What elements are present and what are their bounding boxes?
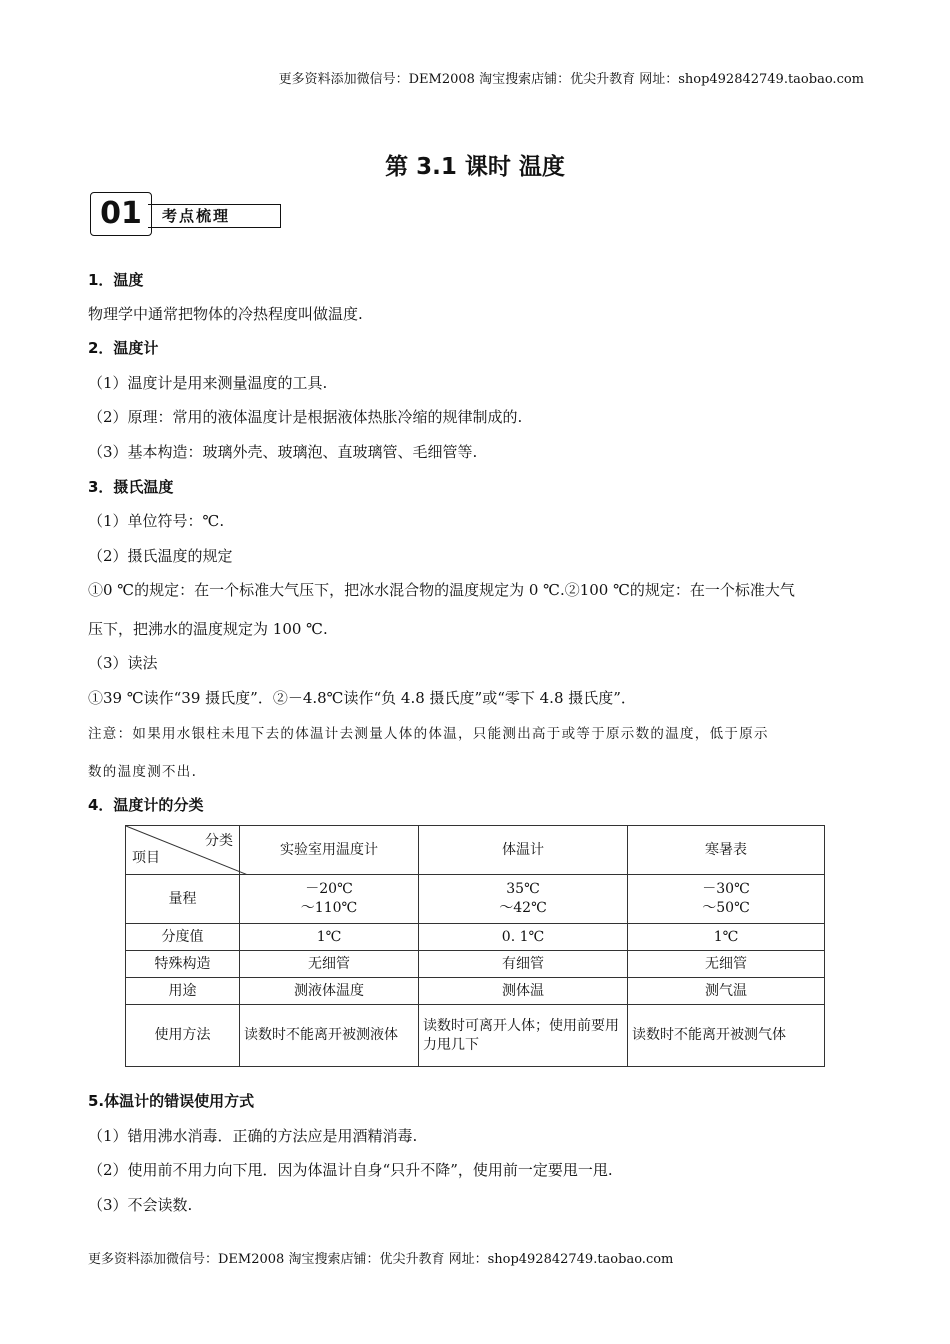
table-cell: 测体温 (419, 978, 628, 1005)
corner-top-label: 分类 (205, 833, 233, 849)
table-row (126, 875, 825, 924)
badge-number: 01 (90, 192, 152, 236)
table-cell: 测气温 (628, 978, 825, 1005)
table-corner-cell (126, 826, 240, 875)
table-column-header: 体温计 (419, 826, 628, 875)
misuse-item: （2）使用前不用力向下甩．因为体温计自身“只升不降”，使用前一定要甩一甩. (88, 1161, 613, 1179)
table-cell: 1℃ (628, 924, 825, 951)
celsius-rule-text: ①0 ℃的规定：在一个标准大气压下，把冰水混合物的温度规定为 0 ℃.②100 ℃的规定：在一个标准大气 (88, 581, 795, 599)
celsius-rule-heading: （2）摄氏温度的规定 (88, 547, 233, 565)
table-cell (240, 875, 419, 924)
heading-misuse: 5.体温计的错误使用方式 (88, 1092, 255, 1110)
table-cell: 测液体温度 (240, 978, 419, 1005)
range-min: 35℃ (506, 881, 540, 897)
table-cell: 无细管 (240, 951, 419, 978)
table-cell: 读数时不能离开被测气体 (628, 1005, 825, 1067)
page-title: 第 3.1 课时 温度 (385, 154, 565, 180)
corner-bottom-label: 项目 (132, 850, 160, 866)
table-row (126, 924, 825, 951)
table-cell: 读数时不能离开被测液体 (240, 1005, 419, 1067)
table-header-row (126, 826, 825, 875)
range-max: ～50℃ (702, 900, 750, 916)
range-min: －20℃ (305, 881, 353, 897)
reading-heading: （3）读法 (88, 654, 158, 672)
table-cell (419, 875, 628, 924)
table-cell: 有细管 (419, 951, 628, 978)
table-cell: 无细管 (628, 951, 825, 978)
table-row (126, 978, 825, 1005)
row-label: 特殊构造 (126, 951, 240, 978)
table-cell: 1℃ (240, 924, 419, 951)
table-column-header: 实验室用温度计 (240, 826, 419, 875)
row-label: 量程 (126, 875, 240, 924)
row-label: 分度值 (126, 924, 240, 951)
badge-label: 考点梳理 (148, 204, 281, 228)
reading-text: ①39 ℃读作“39 摄氏度”．②－4.8℃读作“负 4.8 摄氏度”或“零下 4.8 摄氏度”． (88, 689, 636, 707)
heading-thermometer: 2．温度计 (88, 339, 159, 357)
heading-celsius: 3．摄氏温度 (88, 478, 174, 496)
range-max: ～110℃ (300, 900, 358, 916)
heading-classification: 4．温度计的分类 (88, 796, 204, 814)
table-cell: 读数时可离开人体；使用前要用力甩几下 (419, 1005, 628, 1067)
page-header: 更多资料添加微信号：DEM2008 淘宝搜索店铺：优尖升教育 网址：shop492842749.taobao.com (278, 72, 864, 87)
note-text: 注意：如果用水银柱未甩下去的体温计去测量人体的体温，只能测出高于或等于原示数的温度，低于原示 (88, 726, 769, 742)
page-footer: 更多资料添加微信号：DEM2008 淘宝搜索店铺：优尖升教育 网址：shop492842749.taobao.com (88, 1252, 674, 1267)
note-text: 数的温度测不出. (88, 764, 198, 780)
range-max: ～42℃ (499, 900, 547, 916)
thermometer-item: （2）原理：常用的液体温度计是根据液体热胀冷缩的规律制成的. (88, 408, 523, 426)
table-row (126, 1005, 825, 1067)
celsius-rule-text: 压下，把沸水的温度规定为 100 ℃. (88, 620, 328, 638)
temperature-definition: 物理学中通常把物体的冷热程度叫做温度. (88, 305, 363, 323)
range-min: －30℃ (702, 881, 750, 897)
misuse-item: （3）不会读数. (88, 1196, 193, 1214)
celsius-unit: （1）单位符号：℃. (88, 512, 225, 530)
thermometer-item: （1）温度计是用来测量温度的工具. (88, 374, 328, 392)
thermometer-table (125, 825, 825, 1067)
table-row (126, 951, 825, 978)
row-label: 使用方法 (126, 1005, 240, 1067)
table-column-header: 寒暑表 (628, 826, 825, 875)
misuse-item: （1）错用沸水消毒．正确的方法应是用酒精消毒. (88, 1127, 418, 1145)
row-label: 用途 (126, 978, 240, 1005)
table-cell: 0. 1℃ (419, 924, 628, 951)
thermometer-item: （3）基本构造：玻璃外壳、玻璃泡、直玻璃管、毛细管等. (88, 443, 478, 461)
heading-temperature: 1．温度 (88, 271, 144, 289)
table-cell (628, 875, 825, 924)
